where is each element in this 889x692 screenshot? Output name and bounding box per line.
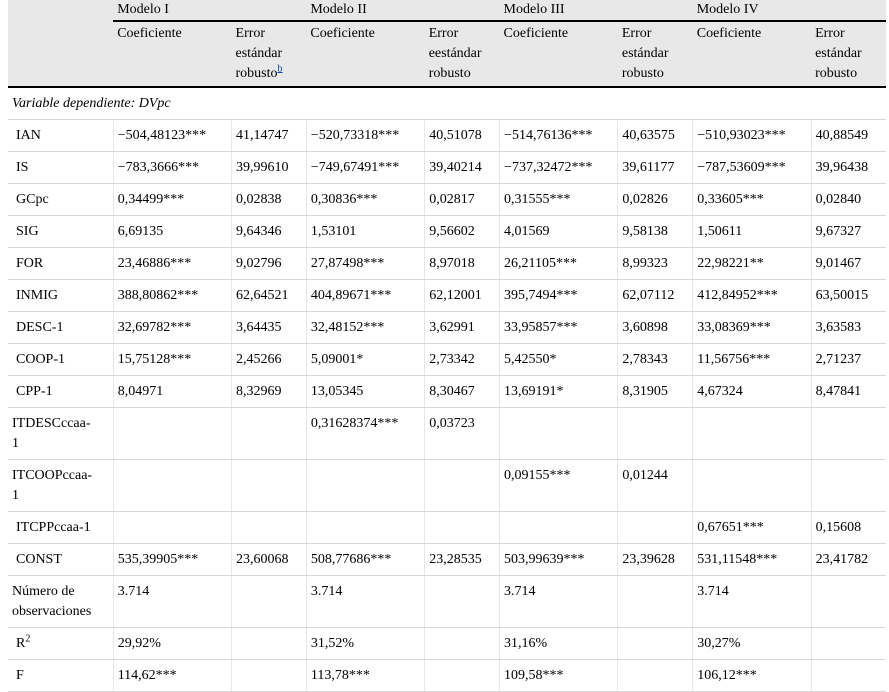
cell: 531,11548*** bbox=[693, 544, 811, 576]
cell bbox=[811, 408, 886, 460]
cell: 3.714 bbox=[500, 576, 618, 628]
cell: 40,51078 bbox=[425, 120, 500, 152]
cell: 3,60898 bbox=[618, 312, 693, 344]
cell: 404,89671*** bbox=[306, 280, 424, 312]
cell: 8,99323 bbox=[618, 248, 693, 280]
cell bbox=[811, 576, 886, 628]
cell: −783,3666*** bbox=[113, 152, 231, 184]
table-row bbox=[8, 544, 886, 576]
row-label: SIG bbox=[8, 216, 113, 248]
row-label: ITCPPccaa-1 bbox=[8, 512, 113, 544]
cell: 33,95857*** bbox=[500, 312, 618, 344]
cell: 23,46886*** bbox=[113, 248, 231, 280]
coef-header: Coeficiente bbox=[693, 21, 811, 87]
cell: −737,32472*** bbox=[500, 152, 618, 184]
cell: 0,02838 bbox=[232, 184, 307, 216]
row-label: $R^2$ bbox=[8, 628, 113, 660]
cell bbox=[306, 460, 424, 512]
table-row bbox=[8, 512, 886, 544]
footnote-link[interactable]: b bbox=[277, 63, 283, 75]
cell: 41,14747 bbox=[232, 120, 307, 152]
table-row bbox=[8, 408, 886, 460]
cell bbox=[306, 512, 424, 544]
cell: 0,02817 bbox=[425, 184, 500, 216]
row-label: GCpc bbox=[8, 184, 113, 216]
cell bbox=[232, 628, 307, 660]
cell: 15,75128*** bbox=[113, 344, 231, 376]
cell bbox=[425, 660, 500, 692]
cell: 0,31555*** bbox=[500, 184, 618, 216]
corner-cell bbox=[8, 21, 113, 87]
cell: 32,69782*** bbox=[113, 312, 231, 344]
cell: 503,99639*** bbox=[500, 544, 618, 576]
cell: 39,40214 bbox=[425, 152, 500, 184]
cell: 2,71237 bbox=[811, 344, 886, 376]
cell: 22,98221** bbox=[693, 248, 811, 280]
cell: 0,33605*** bbox=[693, 184, 811, 216]
cell: 9,01467 bbox=[811, 248, 886, 280]
cell: 0,03723 bbox=[425, 408, 500, 460]
cell: 114,62*** bbox=[113, 660, 231, 692]
cell: 30,27% bbox=[693, 628, 811, 660]
cell: −520,73318*** bbox=[306, 120, 424, 152]
cell bbox=[425, 512, 500, 544]
cell bbox=[500, 512, 618, 544]
cell: 106,12*** bbox=[693, 660, 811, 692]
cell: 9,67327 bbox=[811, 216, 886, 248]
cell bbox=[811, 660, 886, 692]
cell: 1,50611 bbox=[693, 216, 811, 248]
cell bbox=[232, 408, 307, 460]
cell: 8,97018 bbox=[425, 248, 500, 280]
table-row bbox=[8, 576, 886, 628]
cell: 0,02840 bbox=[811, 184, 886, 216]
cell bbox=[113, 408, 231, 460]
row-label: CONST bbox=[8, 544, 113, 576]
cell: 40,63575 bbox=[618, 120, 693, 152]
cell: 5,42550* bbox=[500, 344, 618, 376]
cell: −510,93023*** bbox=[693, 120, 811, 152]
se-header: Error estándar robusto bbox=[618, 21, 693, 87]
table-row bbox=[8, 216, 886, 248]
coef-header: Coeficiente bbox=[306, 21, 424, 87]
cell: 29,92% bbox=[113, 628, 231, 660]
coef-header: Coeficiente bbox=[500, 21, 618, 87]
cell: 23,39628 bbox=[618, 544, 693, 576]
model-header: Modelo II bbox=[306, 0, 499, 21]
cell: 39,99610 bbox=[232, 152, 307, 184]
cell: 0,31628374*** bbox=[306, 408, 424, 460]
row-label: F bbox=[8, 660, 113, 692]
cell bbox=[811, 628, 886, 660]
cell bbox=[500, 408, 618, 460]
cell bbox=[618, 408, 693, 460]
cell: 0,34499*** bbox=[113, 184, 231, 216]
cell: 535,39905*** bbox=[113, 544, 231, 576]
table-row bbox=[8, 628, 886, 660]
cell: 23,60068 bbox=[232, 544, 307, 576]
cell: 9,64346 bbox=[232, 216, 307, 248]
row-label: DESC-1 bbox=[8, 312, 113, 344]
cell: 23,28535 bbox=[425, 544, 500, 576]
cell bbox=[232, 660, 307, 692]
cell: 8,32969 bbox=[232, 376, 307, 408]
cell bbox=[618, 512, 693, 544]
cell bbox=[811, 460, 886, 512]
cell: 0,01244 bbox=[618, 460, 693, 512]
cell: 39,96438 bbox=[811, 152, 886, 184]
cell: 3.714 bbox=[306, 576, 424, 628]
cell: 3,62991 bbox=[425, 312, 500, 344]
regression-table bbox=[8, 0, 886, 692]
table-row bbox=[8, 280, 886, 312]
cell: 388,80862*** bbox=[113, 280, 231, 312]
cell bbox=[425, 628, 500, 660]
cell: 4,01569 bbox=[500, 216, 618, 248]
cell bbox=[618, 628, 693, 660]
cell: 33,08369*** bbox=[693, 312, 811, 344]
row-label: ITCOOPccaa- 1 bbox=[8, 460, 113, 512]
cell: 40,88549 bbox=[811, 120, 886, 152]
coef-header: Coeficiente bbox=[113, 21, 231, 87]
corner-cell bbox=[8, 0, 113, 21]
cell bbox=[232, 460, 307, 512]
table-row bbox=[8, 344, 886, 376]
cell: 32,48152*** bbox=[306, 312, 424, 344]
table-row bbox=[8, 312, 886, 344]
cell: 13,05345 bbox=[306, 376, 424, 408]
row-label: INMIG bbox=[8, 280, 113, 312]
cell: 31,16% bbox=[500, 628, 618, 660]
cell: 62,64521 bbox=[232, 280, 307, 312]
cell: 23,41782 bbox=[811, 544, 886, 576]
row-label: FOR bbox=[8, 248, 113, 280]
cell: −749,67491*** bbox=[306, 152, 424, 184]
table-row bbox=[8, 120, 886, 152]
cell bbox=[618, 660, 693, 692]
se-header: Error estándar robusto bbox=[811, 21, 886, 87]
table-row bbox=[8, 460, 886, 512]
cell: 508,77686*** bbox=[306, 544, 424, 576]
row-label: CPP-1 bbox=[8, 376, 113, 408]
cell: 0,15608 bbox=[811, 512, 886, 544]
cell: 8,04971 bbox=[113, 376, 231, 408]
cell bbox=[232, 512, 307, 544]
cell: 0,67651*** bbox=[693, 512, 811, 544]
cell: 9,02796 bbox=[232, 248, 307, 280]
model-header: Modelo IV bbox=[693, 0, 886, 21]
cell: 8,31905 bbox=[618, 376, 693, 408]
cell: 0,02826 bbox=[618, 184, 693, 216]
row-label: COOP-1 bbox=[8, 344, 113, 376]
model-header: Modelo I bbox=[113, 0, 306, 21]
row-label: IS bbox=[8, 152, 113, 184]
cell: 1,53101 bbox=[306, 216, 424, 248]
cell: 26,21105*** bbox=[500, 248, 618, 280]
cell: 9,56602 bbox=[425, 216, 500, 248]
cell: 27,87498*** bbox=[306, 248, 424, 280]
cell bbox=[693, 408, 811, 460]
table-row bbox=[8, 376, 886, 408]
cell bbox=[693, 460, 811, 512]
cell: 11,56756*** bbox=[693, 344, 811, 376]
cell bbox=[232, 576, 307, 628]
cell bbox=[425, 460, 500, 512]
cell bbox=[618, 576, 693, 628]
cell: 9,58138 bbox=[618, 216, 693, 248]
cell: −514,76136*** bbox=[500, 120, 618, 152]
cell bbox=[425, 576, 500, 628]
cell: 3.714 bbox=[113, 576, 231, 628]
cell: 62,07112 bbox=[618, 280, 693, 312]
cell: 13,69191* bbox=[500, 376, 618, 408]
cell: 3,63583 bbox=[811, 312, 886, 344]
cell: 412,84952*** bbox=[693, 280, 811, 312]
dependent-variable-label: Variable dependiente: DVpc bbox=[8, 87, 886, 120]
cell bbox=[113, 460, 231, 512]
cell: −787,53609*** bbox=[693, 152, 811, 184]
row-label: IAN bbox=[8, 120, 113, 152]
cell: 0,09155*** bbox=[500, 460, 618, 512]
cell: 2,78343 bbox=[618, 344, 693, 376]
cell: 2,73342 bbox=[425, 344, 500, 376]
cell: 4,67324 bbox=[693, 376, 811, 408]
table-row bbox=[8, 152, 886, 184]
cell: 0,30836*** bbox=[306, 184, 424, 216]
model-header: Modelo III bbox=[500, 0, 693, 21]
table-row bbox=[8, 660, 886, 692]
cell bbox=[113, 512, 231, 544]
row-label: Número de observaciones bbox=[8, 576, 113, 628]
cell: 39,61177 bbox=[618, 152, 693, 184]
cell: 6,69135 bbox=[113, 216, 231, 248]
table-row bbox=[8, 248, 886, 280]
cell: 5,09001* bbox=[306, 344, 424, 376]
se-header: Error estándar robusto$^b$ bbox=[232, 21, 307, 87]
cell: −504,48123*** bbox=[113, 120, 231, 152]
cell: 63,50015 bbox=[811, 280, 886, 312]
cell: 62,12001 bbox=[425, 280, 500, 312]
cell: 31,52% bbox=[306, 628, 424, 660]
table-row bbox=[8, 184, 886, 216]
row-label: ITDESCccaa- 1 bbox=[8, 408, 113, 460]
se-header: Error eestándar robusto bbox=[425, 21, 500, 87]
cell: 8,30467 bbox=[425, 376, 500, 408]
cell: 109,58*** bbox=[500, 660, 618, 692]
cell: 3,64435 bbox=[232, 312, 307, 344]
cell: 2,45266 bbox=[232, 344, 307, 376]
cell: 395,7494*** bbox=[500, 280, 618, 312]
cell: 3.714 bbox=[693, 576, 811, 628]
cell: 113,78*** bbox=[306, 660, 424, 692]
cell: 8,47841 bbox=[811, 376, 886, 408]
